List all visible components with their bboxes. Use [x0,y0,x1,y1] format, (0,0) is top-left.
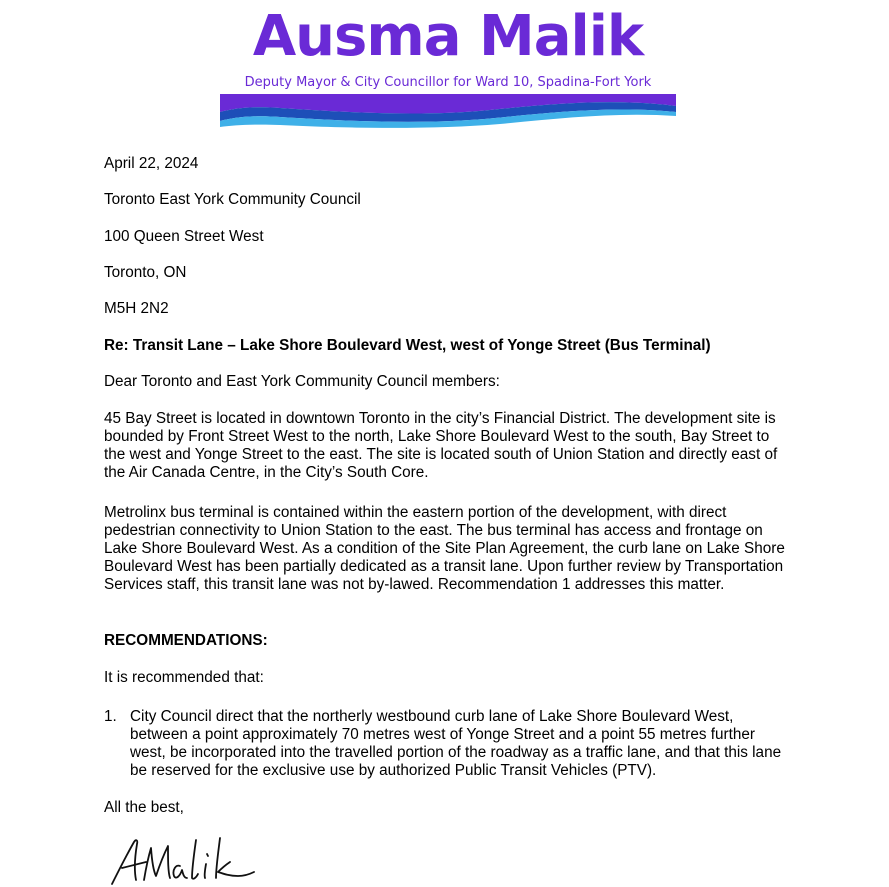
letter-salutation: Dear Toronto and East York Community Council members: [104,373,500,390]
recipient-street: 100 Queen Street West [104,228,264,245]
recommendations-intro: It is recommended that: [104,669,264,686]
letterhead-name: Ausma Malik [252,4,644,69]
list-item-text: City Council direct that the northerly westbound curb lane of Lake Shore Boulevard West, between a point approximately 70 metres west of Yonge Street and a point 55 metres further west, be incorporated into the travelled portion of the roadway as a traffic lane, and that this lane be reserved for the exclusive use by authorized Public Transit Vehicles (PTV). [130,708,782,779]
letter-subject: Re: Transit Lane – Lake Shore Boulevard West, west of Yonge Street (Bus Terminal) [104,337,711,354]
letterhead [220,0,676,135]
letterhead-subtitle: Deputy Mayor & City Councillor for Ward 10, Spadina-Fort York [244,75,652,90]
recipient-name: Toronto East York Community Council [104,191,361,208]
paragraph-bus-terminal: Metrolinx bus terminal is contained within the eastern portion of the development, with direct pedestrian connectivity to Union Station to the east. The bus terminal has access and frontage on Lake Shore Boulevard West. As a condition of the Site Plan Agreement, the curb lane on Lake Shore Boulevard West has been partially dedicated as a transit lane. Upon further review by Transportation Services staff, this transit lane was not by-lawed. Recommendation 1 addresses this matter. [104,504,785,593]
signature-image [104,832,264,887]
list-item-number: 1. [104,708,117,725]
recipient-postal-code: M5H 2N2 [104,300,169,317]
paragraph-site-description: 45 Bay Street is located in downtown Toronto in the city’s Financial District. The development site is bounded by Front Street West to the north, Lake Shore Boulevard West to the south, Bay Street to the west and Yonge Street to the east. The site is located south of Union Station and directly east of the Air Canada Centre, in the City’s South Core. [104,410,778,481]
recommendations-heading: RECOMMENDATIONS: [104,632,268,649]
letterhead-wave-graphic [220,94,676,130]
letter-date: April 22, 2024 [104,155,199,172]
recipient-city: Toronto, ON [104,264,187,281]
letter-closing: All the best, [104,799,184,816]
